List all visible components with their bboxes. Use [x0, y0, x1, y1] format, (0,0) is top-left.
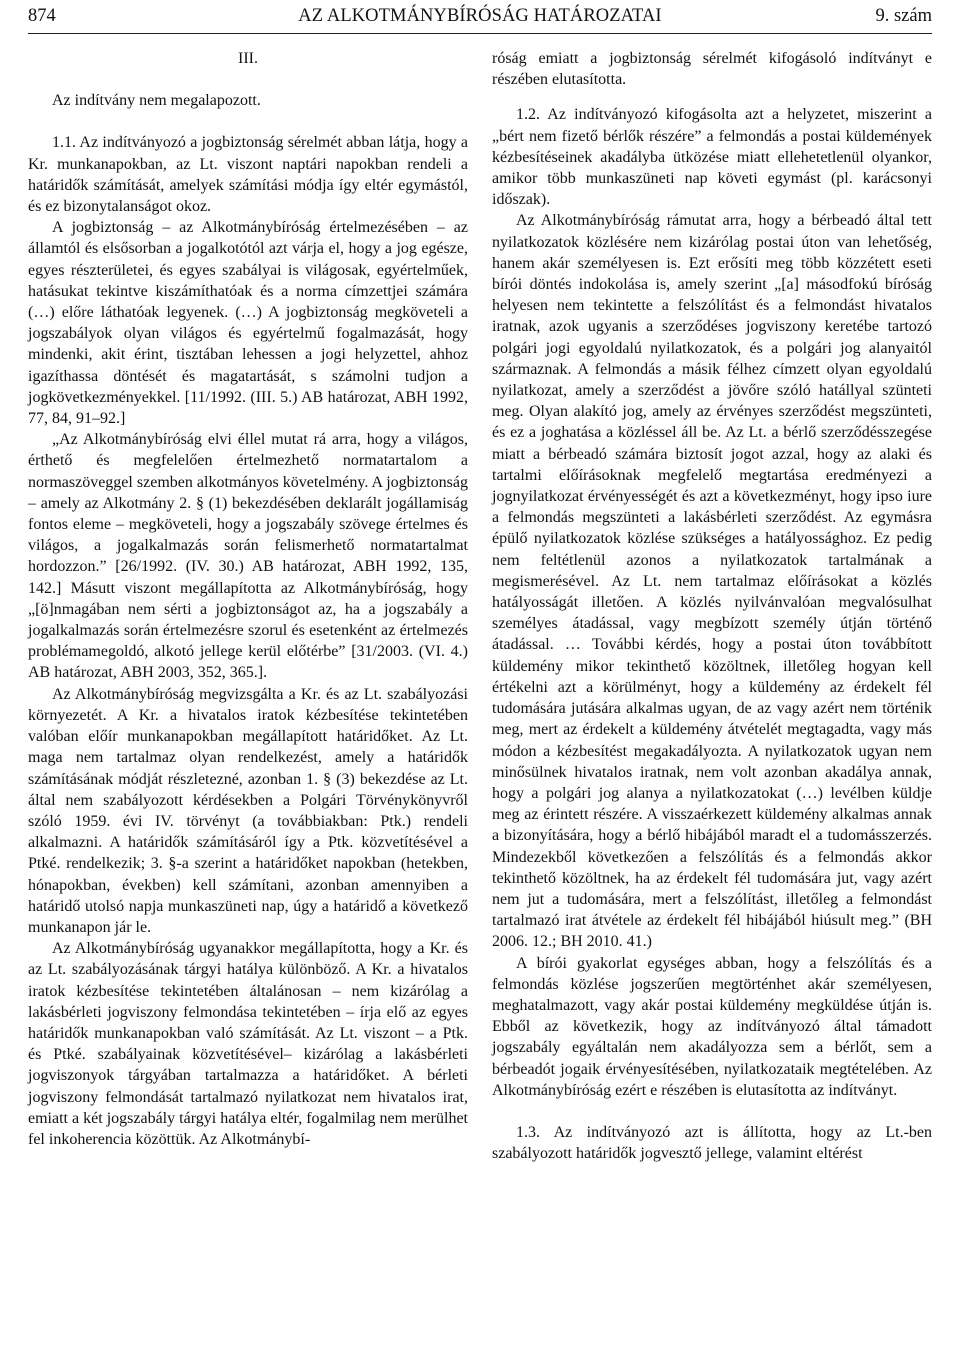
page-number: 874	[28, 6, 56, 26]
page-header	[28, 2, 932, 32]
right-column	[492, 48, 932, 1164]
paragraph: A jogbiztonság – az Alkotmánybíróság értelmezésében – az államtól és elsősorban a jogalkotótól azt várja el, hogy a jog egésze, egyes részterületei, és egyes szabályai is világosak, egyértelműek, hatásukat tekintve kiszámíthatóak és a norma címzettjei számára (…) előre láthatóak legyenek. (…) A jogbiztonság megköveteli a jogszabályok olyan világos és egyértelmű fogalmazását, hogy mindenki, akit érint, tisztában lehessen a jogi helyzettel, ahhoz igazíthassa döntését és magatartását, s számolni tudjon a jogkövetkezményekkel. [11/1992. (III. 5.) AB határozat, ABH 1992, 77, 84, 91–92.]	[28, 219, 468, 428]
paragraph: 1.3. Az indítványozó azt is állította, hogy az Lt.-ben szabályozott határidők jogvesztő jellege, valamint eltérést	[492, 1123, 932, 1163]
left-column	[28, 48, 468, 1150]
paragraph: 1.1. Az indítványozó a jogbiztonság sérelmét abban látja, hogy a Kr. munkanapokban, az Lt. viszont naptári napokban rendeli a határidők számítását, amelyek számítási módja így eltér egymástól, és ez bizonytalanságot okoz.	[28, 134, 468, 216]
paragraph: 1.2. Az indítványozó kifogásolta azt a helyzetet, miszerint a „bért nem fizető bérlők részére” a felmondás a postai küldemények kézbesítéseinek akadályba ütközése miatt ellehetetlenül olyankor, amikor több munkaszüneti nap követi egymást (pl. karácsonyi időszak).	[492, 106, 932, 209]
paragraph: A bírói gyakorlat egységes abban, hogy a felszólítás és a felmondás közlése jogszerűen megtörténhet akár személyesen, meghatalmazott, vagy akár postai küldemény megküldése útján is. Ebből az következik, hogy az indítványozó által támadott jogszabály egyáltalán nem akadályozza sem a bérlőt, sem a bérbeadót jogaik érvényesítésében, nyilatkozataik megtételében. Az Alkotmánybíróság ezért e részében is elutasította az indítványt.	[492, 954, 932, 1099]
paragraph: Az Alkotmánybíróság megvizsgálta a Kr. és az Lt. szabályozási környezetét. A Kr. a hivatalos iratok kézbesítése tekintetében valóban előír munkanapokban megállapított határidőket. Az Lt. maga nem tartalmaz olyan rendelkezést, amely a határidők számításának módját részletezné, azonban 1. § (3) bekezdése az Lt. által nem szabályozott kérdésekben a Polgári Törvénykönyvről szóló 1959. évi IV. törvényt (a továbbiakban: Ptk.) rendeli alkalmazni. A határidők számításáról így a Ptk. közvetítésével a Ptké. rendelkezik; 3. §-a szerint a határidőket napokban (hetekben, hónapokban, években) kell számítani, azonban amennyiben a határidő utolsó napja munkaszüneti nap, úgy a határidő a következő munkanapon jár le.	[28, 685, 468, 936]
paragraph: róság emiatt a jogbiztonság sérelmét kifogásoló indítványt e részében elutasította.	[492, 50, 932, 89]
issue-number: 9. szám	[875, 6, 932, 26]
section-heading: III.	[238, 50, 258, 67]
header-rule	[28, 33, 932, 34]
paragraph: Az Alkotmánybíróság rámutat arra, hogy a bérbeadó által tett nyilatkozatok közlésére nem kizárólag postai úton van lehetőség, hanem akár személyesen is. Ezt erősíti meg több közzétett eseti bírói döntés indokolása is, amely szerint „[a] másodfokú bíróság helyesen nem tekintette a felszólítást és a felmondást hivatalos iratnak, azok ugyanis a szerződéses jogviszony keretébe tartozó polgári jogi egyoldalú nyilatkozatok, és a polgári jog alanyaitól származnak. A felmondás a másik félhez címzett olyan egyoldalú nyilatkozat, amely a szerződést a jövőre szóló hatállyal szünteti meg. Olyan alakító jog, amely az érvényes szerződést megszünteti, és ez a joghatása a közléssel áll be. Az Lt. a bérlő szerződésszegése miatt a bérbeadó számára biztosít jogot azzal, hogy az alaki és tartalmi előírásoknak megfelelő megtartása eredményezi a jognyilatkozat érvényességét és azt a következményt, hogy ipso iure a felmondás megszünteti a lakásbérleti szerződést. Az egymásra épülő nyilatkozatok közlése szükséges a hatályossághoz. Ez pedig nem feltétlenül azonos a nyilatkozatok tartalmának a megismerésével. Az Lt. nem tartalmaz előírásokat a közlés hatályosságát illetően. A közlés nyilvánvalóan megvalósulhat személyes átadással, vagy megbízott személy útján történő átadással. … További kérdés, hogy a postai úton továbbított küldemény mikor tekinthető közöltnek, illetőleg hogyan kell értékelni azt a körülményt, hogy a küldemény az érdekelt fél tudomására jutására alkalmas ugyan, de az vagy azért nem történik meg, mert az érdekelt a küldemény átvételét megtagadta, vagy más módon a kézbesítést megakadályozta. A nyilatkozatok ugyan nem minősülnek hivatalos iratnak, nem volt azonban akadálya annak, hogy a polgári jog alanya a nyilatkozatokat (…) levélben küldje meg az érintett részére. A visszaérkezett küldemény alkalmas annak a bizonyítására, hogy a bérlő hibájából maradt el a tudomásszerzés. Mindezekből következően a felszólítás és a felmondás akkor tekinthető közöltnek, ha az érdekelt fél tudomására jut, vagy azért nem jut a tudomására, mert a felszólítást, illetőleg a felmondást tartalmazó irat átvétele az érdekelt fél hibájából hiúsult meg.” (BH 2006. 12.; BH 2010. 41.)	[492, 212, 932, 951]
paragraph: Az Alkotmánybíróság ugyanakkor megállapította, hogy a Kr. és az Lt. szabályozásának tárgyi hatálya különböző. A Kr. a hivatalos iratok kézbesítése tekintetében általánosan – nem kizárólag a lakásbérleti jogviszony felmondása tekintetében – írja elő az egyes határidők munkanapokban való számítását. Az Lt. viszont – a Ptk. és Ptké. szabályainak közvetítésével– kizárólag a lakásbérleti jogviszonyok tárgyában tartalmazza a határidőket. A bérleti jogviszony felmondását tartalmazó nyilatkozat nem hivatalos irat, emiatt a két jogszabály tárgyi hatálya eltér, fogalmilag nem merülhet fel inkoherencia közöttük. Az Alkotmánybí-	[28, 940, 468, 1148]
paragraph: „Az Alkotmánybíróság elvi éllel mutat rá arra, hogy a világos, érthető és megfelelően értelmezhető normatartalom a normaszöveggel szemben alkotmányos követelmény. A jogbiztonság – amely az Alkotmány 2. § (1) bekezdésében deklarált jogállamiság fontos eleme – megköveteli, hogy a jogszabály szövege értelmes és világos, a jogalkalmazás során felismerhető normatartalmat hordozzon.” [26/1992. (IV. 30.) AB határozat, ABH 1992, 135, 142.] Másutt viszont megállapította az Alkotmánybíróság, hogy „[ö]nmagában nem sérti a jogbiztonságot az, ha a jogszabály a jogalkalmazás során értelmezésre szorul és esetenként az értelmezés problémamegoldó, alkotó jellege kerül előtérbe” [31/2003. (VI. 4.) AB határozat, ABH 2003, 352, 365.].	[28, 431, 468, 682]
paragraph: Az indítvány nem megalapozott.	[52, 92, 261, 110]
journal-title: AZ ALKOTMÁNYBÍRÓSÁG HATÁROZATAI	[298, 6, 662, 26]
